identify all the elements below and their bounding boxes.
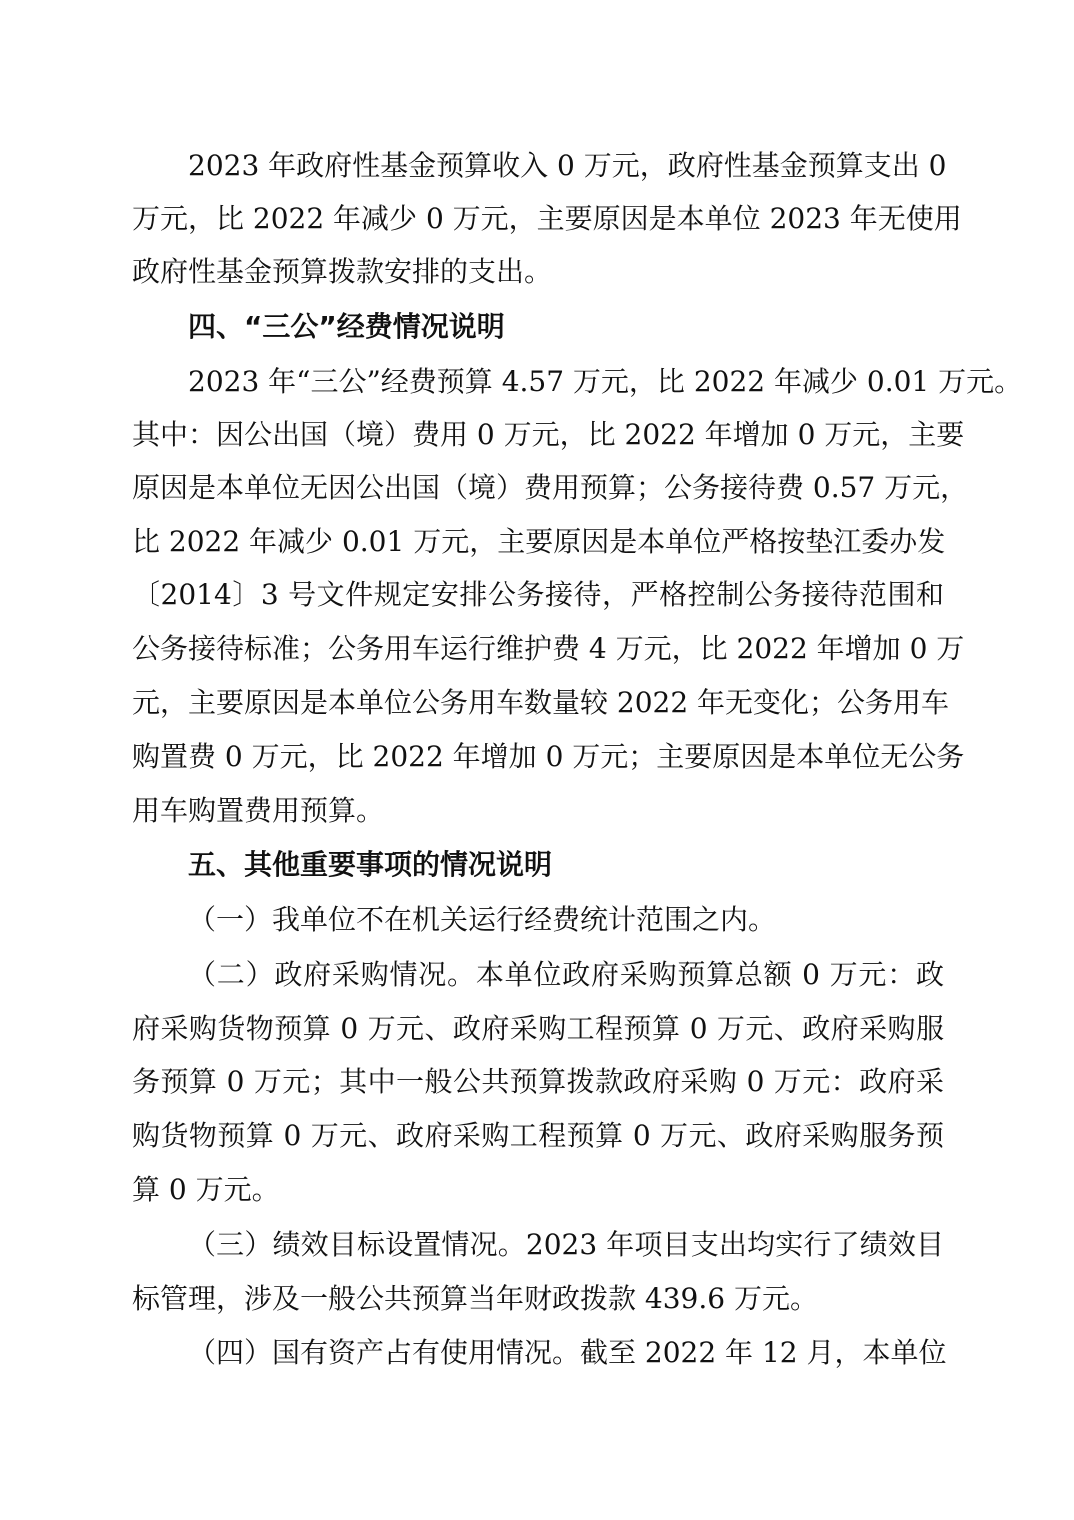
paragraph-line: 其中：因公出国（境）费用 0 万元，比 2022 年增加 0 万元，主要	[132, 418, 965, 451]
paragraph-line: 务预算 0 万元；其中一般公共预算拨款政府采购 0 万元：政府采	[132, 1065, 944, 1098]
paragraph-line: 〔2014〕3 号文件规定安排公务接待，严格控制公务接待范围和	[132, 578, 944, 611]
paragraph-line: 购货物预算 0 万元、政府采购工程预算 0 万元、政府采购服务预	[132, 1119, 944, 1152]
paragraph-line: 政府性基金预算拨款安排的支出。	[132, 255, 553, 288]
paragraph-line: 2023 年政府性基金预算收入 0 万元，政府性基金预算支出 0	[188, 149, 947, 182]
paragraph-line: 购置费 0 万元，比 2022 年增加 0 万元；主要原因是本单位无公务	[132, 740, 965, 773]
paragraph-line: 标管理，涉及一般公共预算当年财政拨款 439.6 万元。	[132, 1282, 818, 1315]
section-heading-4: 四、“三公”经费情况说明	[188, 310, 505, 343]
paragraph-line: 公务接待标准；公务用车运行维护费 4 万元，比 2022 年增加 0 万	[132, 632, 965, 665]
paragraph-line: 万元，比 2022 年减少 0 万元，主要原因是本单位 2023 年无使用	[132, 202, 962, 235]
paragraph-line: 元，主要原因是本单位公务用车数量较 2022 年无变化；公务用车	[132, 686, 950, 719]
section-heading-5: 五、其他重要事项的情况说明	[188, 848, 553, 881]
paragraph-line: 比 2022 年减少 0.01 万元，主要原因是本单位严格按垫江委办发	[132, 525, 946, 558]
paragraph-line: （四）国有资产占有使用情况。截至 2022 年 12 月，本单位	[188, 1336, 947, 1369]
paragraph-line: 府采购货物预算 0 万元、政府采购工程预算 0 万元、政府采购服	[132, 1012, 944, 1045]
paragraph-line: 2023 年“三公”经费预算 4.57 万元，比 2022 年减少 0.01 万元。	[188, 365, 1023, 398]
paragraph-line: 原因是本单位无因公出国（境）费用预算；公务接待费 0.57 万元，	[132, 471, 969, 504]
paragraph-line: 用车购置费用预算。	[132, 794, 385, 827]
paragraph-line: （三）绩效目标设置情况。2023 年项目支出均实行了绩效目	[188, 1228, 944, 1261]
paragraph-line: （一）我单位不在机关运行经费统计范围之内。	[188, 903, 777, 936]
paragraph-line: 算 0 万元。	[132, 1173, 280, 1206]
paragraph-line: （二）政府采购情况。本单位政府采购预算总额 0 万元：政	[188, 958, 944, 991]
